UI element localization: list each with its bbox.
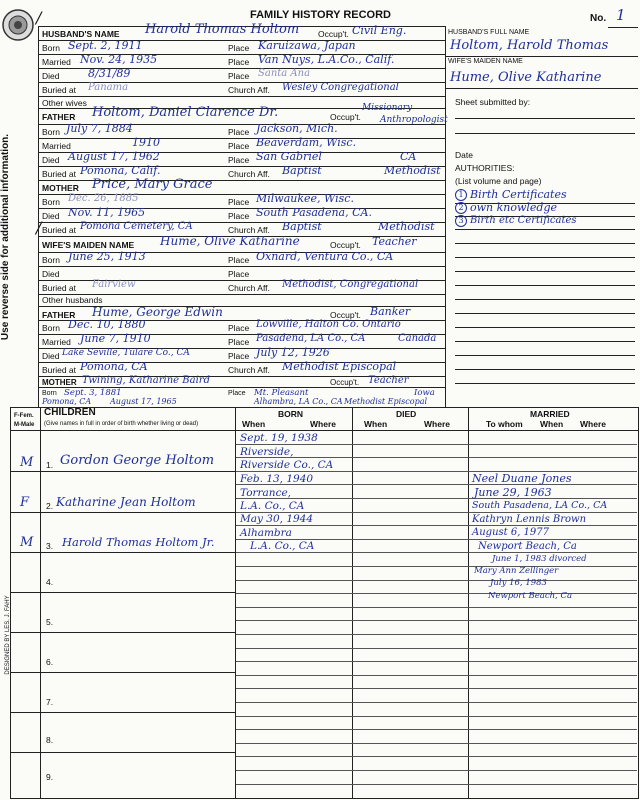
child-3-name: Harold Thomas Holtom Jr. — [62, 535, 215, 549]
designer-credit: DESIGNED BY LES. J. FAHY — [5, 595, 11, 675]
child-1-name: Gordon George Holtom — [60, 453, 215, 468]
wife-mother-church: Methodist Episcopal — [344, 397, 428, 406]
left-block-border — [36, 26, 42, 407]
child-3-married-3: Newport Beach, Ca — [478, 541, 577, 552]
husband-died: 8/31/89 — [88, 67, 131, 80]
wife-mother-born-label: Born — [42, 390, 57, 397]
rule — [38, 96, 446, 97]
wife-name: Hume, Olive Katharine — [160, 234, 300, 248]
wife-father-buried-label: Buried at — [42, 365, 77, 375]
child-2-name: Katharine Jean Holtom — [56, 495, 196, 509]
wife-father-married-label: Married — [42, 337, 71, 347]
table-rule-line — [236, 661, 637, 662]
husband-born: Sept. 2, 1911 — [68, 39, 143, 52]
husband-church: Wesley Congregational — [282, 82, 399, 93]
husband-mother-church: Baptist — [282, 220, 322, 233]
husband-father-label: FATHER — [42, 112, 76, 122]
husband-mother-died-label: Died — [42, 211, 60, 221]
table-rule-line — [236, 580, 637, 581]
husband-occupation-label: Occup't. — [318, 29, 349, 39]
child-number-9: 9. — [46, 772, 54, 782]
table-rule-line — [236, 620, 637, 621]
husband-mother-church-2: Methodist — [378, 220, 435, 233]
table-rule-line — [236, 756, 637, 757]
child-1-married-1: Neel Duane Jones — [472, 472, 572, 485]
husband-father-born: July 7, 1884 — [66, 122, 133, 135]
wife-father-died: Lake Seville, Tulare Co., CA — [62, 348, 190, 358]
child-3-married-1: Kathryn Lennis Brown — [472, 514, 587, 525]
child-3-married-2: August 6, 1977 — [472, 527, 550, 538]
child-3-sex: M — [20, 535, 34, 550]
column-divider — [40, 407, 41, 798]
husband-mother-buried: Pomona Cemetery, CA — [80, 221, 193, 232]
wife-mother-born-place: Mt. Pleasant — [254, 388, 309, 398]
child-row-separator — [10, 752, 236, 753]
wife-father-name: Hume, George Edwin — [92, 305, 223, 319]
husband-mother-died-place-label: Place — [228, 211, 250, 221]
table-rule-line — [236, 498, 637, 499]
table-rule-line — [236, 634, 637, 635]
table-rule-line — [236, 702, 637, 703]
wife-buried: Fairview — [92, 279, 136, 290]
wife-mother-born-state: Iowa — [414, 388, 435, 398]
wife-mother-occupation-label: Occup't. — [330, 378, 360, 387]
died-header: DIED — [396, 409, 417, 419]
wife-mother-born: Sept. 3, 1881 — [64, 388, 122, 398]
husband-died-label: Died — [42, 71, 60, 81]
wife-buried-label: Buried at — [42, 283, 77, 293]
husband-died-place: Santa Ana — [258, 68, 311, 79]
authorities-note: (List volume and page) — [455, 176, 542, 186]
slash-mark-top: / — [36, 8, 42, 27]
table-rule-line — [236, 688, 637, 689]
child-row-separator — [10, 712, 236, 713]
child-2-born-3: L.A. Co., CA — [240, 500, 305, 512]
left-block-right-border — [445, 26, 446, 407]
child-1-born-1: Sept. 19, 1938 — [240, 432, 318, 444]
husband-buried: Panama — [88, 82, 129, 93]
table-rule-line — [236, 675, 637, 676]
child-3-born-2: Alhambra — [240, 527, 292, 539]
wife-occupation: Teacher — [372, 235, 417, 248]
wife-father-church: Methodist Episcopal — [282, 360, 397, 373]
child-1-born-3: Riverside Co., CA — [240, 459, 334, 471]
rule — [455, 118, 635, 119]
child-number-6: 6. — [46, 657, 54, 667]
sex-header-2: M-Male — [14, 422, 35, 428]
wife-mother-died: August 17, 1965 — [110, 397, 177, 406]
husband-label: HUSBAND'S NAME — [42, 29, 120, 39]
date-label: Date — [455, 150, 473, 160]
husband-buried-label: Buried at — [42, 85, 77, 95]
wife-mother-occupation: Teacher — [368, 375, 409, 386]
wife-father-died-label: Died — [42, 351, 60, 361]
table-rule-line — [236, 471, 637, 472]
husband-father-born-place: Jackson, Mich. — [256, 122, 338, 135]
husband-died-place-label: Place — [228, 71, 250, 81]
table-rule-line — [236, 743, 637, 744]
husband-full-name: Holtom, Harold Thomas — [450, 38, 609, 53]
child-number-2: 2. — [46, 501, 54, 511]
table-rule-line — [236, 770, 637, 771]
rule — [455, 285, 635, 286]
table-rule-line — [236, 566, 637, 567]
wife-father-born-place-label: Place — [228, 323, 250, 333]
wife-maiden-name-label: WIFE'S MAIDEN NAME — [448, 58, 523, 65]
authority-marker-2: 2 — [455, 202, 467, 214]
wife-mother-buried: Pomona, CA — [42, 397, 92, 406]
husband-father-buried-row-label: Buried at — [42, 169, 77, 179]
table-rule-line — [236, 729, 637, 730]
husband-father-died-state: CA — [400, 150, 417, 163]
rule — [455, 369, 635, 370]
record-number-line — [608, 27, 638, 28]
husband-father-married-place-label: Place — [228, 141, 250, 151]
husband-born-place: Karuizawa, Japan — [258, 39, 356, 52]
child-number-1: 1. — [46, 460, 54, 470]
husband-father-church-label: Church Aff. — [228, 169, 270, 179]
husband-father-occupation-label: Occup't. — [330, 112, 361, 122]
side-instruction: Use reverse side for additional information. — [0, 133, 11, 341]
child-number-3: 3. — [46, 541, 54, 551]
child-3-married-7: Newport Beach, Ca — [488, 591, 573, 601]
child-row-separator — [10, 672, 236, 673]
wife-born-place-label: Place — [228, 255, 250, 265]
record-number-label: No. — [590, 13, 607, 24]
child-3-married-4: June 1, 1983 divorced — [492, 554, 587, 564]
husband-father-married: 1910 — [132, 136, 160, 149]
child-number-5: 5. — [46, 617, 54, 627]
seal-logo — [1, 8, 35, 42]
wife-father-occupation: Banker — [370, 305, 411, 318]
husband-father-church-2: Methodist — [384, 164, 441, 177]
wife-father-born-place: Lowville, Halton Co. Ontario — [256, 319, 401, 330]
column-divider — [352, 407, 353, 798]
child-number-4: 4. — [46, 577, 54, 587]
husband-father-buried: Pomona, Calif. — [80, 164, 161, 177]
husband-mother-born-place: Milwaukee, Wisc. — [256, 192, 354, 205]
husband-father-born-label: Born — [42, 127, 60, 137]
sex-header-1: F-Fem. — [14, 413, 34, 419]
wife-mother-died-place: Alhambra, LA Co., CA — [254, 397, 343, 406]
record-number-value: 1 — [616, 6, 626, 24]
table-rule-line — [236, 716, 637, 717]
form-title: FAMILY HISTORY RECORD — [250, 9, 391, 21]
rule — [455, 243, 635, 244]
wife-maiden-name: Hume, Olive Katharine — [450, 70, 602, 85]
child-2-married-2: South Pasadena, LA Co., CA — [472, 500, 608, 511]
authorities-label: AUTHORITIES: — [455, 163, 515, 173]
husband-father-died-label: Died — [42, 155, 60, 165]
married-header: MARRIED — [530, 409, 570, 419]
children-header-line — [10, 430, 638, 431]
wife-born: June 25, 1913 — [68, 250, 146, 263]
husband-full-name-label: HUSBAND'S FULL NAME — [448, 29, 530, 36]
wife-father-married-place: Pasadena, LA Co., CA — [256, 333, 366, 344]
husband-occupation: Civil Eng. — [352, 24, 407, 37]
wife-father-born: Dec. 10, 1880 — [68, 318, 146, 331]
rule — [455, 133, 635, 134]
rule — [455, 271, 635, 272]
wife-mother-born-place-label: Place — [228, 390, 246, 397]
other-wives-label: Other wives — [42, 98, 87, 108]
wife-mother-label: MOTHER — [42, 378, 77, 387]
rule — [455, 299, 635, 300]
husband-married-place-label: Place — [228, 57, 250, 67]
wife-father-buried: Pomona, CA — [80, 360, 148, 373]
authority-2: own knowledge — [470, 201, 558, 214]
husband-father-occupation-2: Anthropologist — [380, 115, 448, 125]
table-rule-line — [236, 444, 637, 445]
child-number-8: 8. — [46, 735, 54, 745]
husband-church-label: Church Aff. — [228, 85, 270, 95]
authority-3: Birth etc Certificates — [470, 215, 577, 226]
table-rule-line — [236, 593, 637, 594]
married-when: When — [540, 419, 564, 429]
rule — [455, 257, 635, 258]
children-header: CHILDREN — [44, 407, 96, 418]
column-divider — [235, 407, 236, 798]
child-1-sex: M — [20, 455, 34, 470]
husband-married-place: Van Nuys, L.A.Co., Calif. — [258, 53, 395, 66]
wife-father-married-place-label: Place — [228, 337, 250, 347]
wife-father-married: June 7, 1910 — [80, 332, 151, 345]
child-3-married-5: Mary Ann Zellinger — [474, 566, 559, 576]
wife-father-occupation-label: Occup't. — [330, 310, 361, 320]
column-divider — [468, 407, 469, 798]
child-row-separator — [10, 592, 236, 593]
child-row-separator — [10, 632, 236, 633]
wife-father-label-shown-2: FATHER — [42, 310, 76, 320]
husband-mother-born-label: Born — [42, 197, 60, 207]
husband-mother-died: Nov. 11, 1965 — [68, 206, 146, 219]
married-to-whom: To whom — [486, 419, 523, 429]
husband-married: Nov. 24, 1935 — [80, 53, 158, 66]
wife-father-died-place-label: Place — [228, 351, 250, 361]
husband-father-married-label: Married — [42, 141, 71, 151]
husband-mother-born: Dec. 26, 1885 — [68, 193, 139, 204]
slash-mark-mid: / — [36, 218, 42, 237]
wife-father-born-label: Born — [42, 323, 60, 333]
wife-born-place: Oxnard, Ventura Co., CA — [256, 250, 394, 263]
wife-mother-name: Twining, Katharine Baird — [82, 375, 210, 386]
child-2-born-1: Feb. 13, 1940 — [240, 473, 314, 485]
child-3-born-3: L.A. Co., CA — [250, 540, 315, 552]
child-3-married-6: July 16, 1983 — [490, 578, 547, 588]
child-2-born-2: Torrance, — [240, 487, 292, 499]
authority-marker-1: 1 — [455, 189, 467, 201]
rule — [38, 294, 446, 295]
child-2-married-1: June 29, 1963 — [474, 486, 552, 499]
husband-born-label: Born — [42, 43, 60, 53]
wife-church: Methodist, Congregational — [282, 279, 419, 290]
wife-father-died-place: July 12, 1926 — [256, 346, 330, 359]
rule — [455, 341, 635, 342]
wife-occupation-label: Occup't. — [330, 240, 361, 250]
husband-father-died: August 17, 1962 — [68, 150, 160, 163]
rule — [455, 313, 635, 314]
husband-father-name: Holtom, Daniel Clarence Dr. — [92, 105, 279, 120]
husband-father-occupation-1: Missionary — [362, 103, 413, 113]
died-when: When — [364, 419, 388, 429]
rule — [455, 327, 635, 328]
authority-1: Birth Certificates — [470, 188, 567, 201]
children-note: (Give names in full in order of birth whether living or dead) — [44, 421, 199, 427]
rule — [38, 266, 446, 267]
husband-father-church: Baptist — [282, 164, 322, 177]
wife-father-church-label: Church Aff. — [228, 365, 270, 375]
table-rule-line — [236, 457, 637, 458]
husband-father-died-place-label: Place — [228, 155, 250, 165]
husband-father-died-place: San Gabriel — [256, 150, 322, 163]
husband-born-place-label: Place — [228, 43, 250, 53]
husband-name: Harold Thomas Holtom — [145, 22, 300, 37]
wife-died-place-label: Place — [228, 269, 250, 279]
rule — [38, 138, 446, 139]
child-row-separator — [10, 471, 236, 472]
rule — [455, 383, 635, 384]
husband-mother-died-place: South Pasadena, CA. — [256, 206, 372, 219]
husband-mother-born-place-label: Place — [228, 197, 250, 207]
wife-died-label: Died — [42, 269, 60, 279]
rule — [455, 355, 635, 356]
husband-mother-church-label: Church Aff. — [228, 225, 270, 235]
wife-other-husbands-label: Other husbands — [42, 295, 103, 305]
child-row-separator — [10, 552, 236, 553]
husband-mother-buried-label: Buried at — [42, 225, 77, 235]
born-when: When — [242, 419, 266, 429]
child-row-separator — [10, 512, 236, 513]
husband-married-label: Married — [42, 57, 71, 67]
authority-marker-3: 3 — [455, 215, 467, 227]
child-3-born-1: May 30, 1944 — [240, 513, 314, 525]
wife-church-label: Church Aff. — [228, 283, 270, 293]
rule — [455, 229, 635, 230]
married-where: Where — [580, 419, 606, 429]
born-header: BORN — [278, 409, 304, 419]
child-number-7: 7. — [46, 697, 54, 707]
wife-label: WIFE'S MAIDEN NAME — [42, 240, 135, 250]
table-rule-line — [236, 607, 637, 608]
rule — [446, 88, 638, 89]
husband-mother-name: Price, Mary Grace — [92, 177, 213, 192]
husband-mother-row-label: MOTHER — [42, 183, 79, 193]
wife-father-married-note: Canada — [398, 333, 437, 344]
died-where: Where — [424, 419, 450, 429]
husband-father-married-place: Beaverdam, Wisc. — [256, 136, 357, 149]
child-1-born-2: Riverside, — [240, 446, 294, 458]
table-rule-line — [236, 648, 637, 649]
husband-father-born-place-label: Place — [228, 127, 250, 137]
sheet-submitted-label: Sheet submitted by: — [455, 97, 531, 107]
table-rule-line — [236, 784, 637, 785]
wife-born-label: Born — [42, 255, 60, 265]
born-where: Where — [310, 419, 336, 429]
child-2-sex: F — [20, 495, 30, 510]
